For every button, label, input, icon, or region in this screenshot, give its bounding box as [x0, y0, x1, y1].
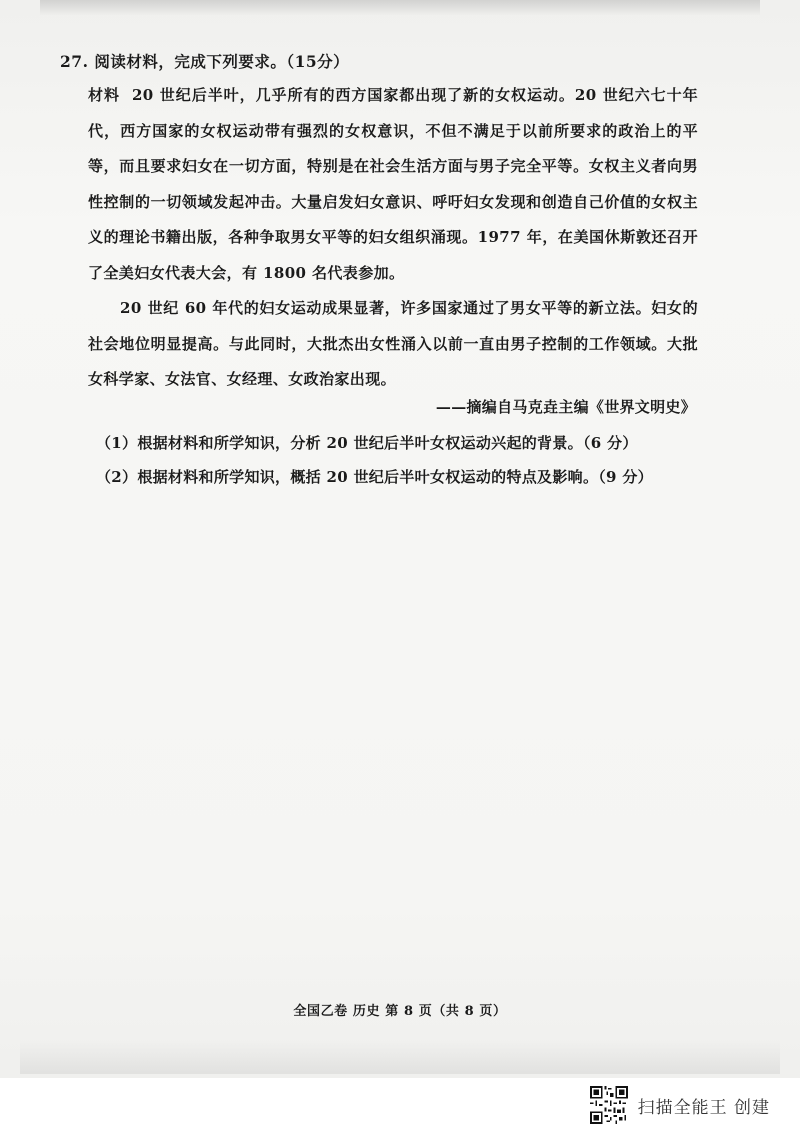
sub-question-1: （1）根据材料和所学知识，分析 20 世纪后半叶女权运动兴起的背景。（6 分）	[96, 434, 638, 452]
material-lead: 材料	[88, 86, 120, 104]
material-paragraph-2: 20 世纪 60 年代的妇女运动成果显著，许多国家通过了男女平等的新立法。妇女的社会地位明显提高。与此同时，大批杰出女性涌入以前一直由男子控制的工作领域。大批女科学家、女法官、女经理、女政治家出现。	[88, 299, 698, 388]
question-title: 27. 阅读材料，完成下列要求。（15分）	[60, 52, 350, 71]
material-source: ——摘编自马克垚主编《世界文明史》	[435, 398, 696, 416]
scanner-watermark	[590, 1086, 770, 1124]
watermark-text: 扫描全能王 创建	[637, 1097, 770, 1118]
page-footer: 全国乙卷 历史 第 8 页（共 8 页）	[293, 1004, 507, 1019]
material-block	[88, 78, 698, 398]
material-paragraph-1	[88, 78, 698, 291]
material-text-1: 20 世纪后半叶，几乎所有的西方国家都出现了新的女权运动。20 世纪六七十年代，西方国家的女权运动带有强烈的女权意识，不但不满足于以前所要求的政治上的平等，而且要求妇女在一切方面，特别是在社会生活方面与男子完全平等。女权主义者向男性控制的一切领域发起冲击。大量启发妇女意识、呼吁妇女发现和创造自己价值的女权主义的理论书籍出版，各种争取男女平等的妇女组织涌现。1977 年，在美国休斯敦还召开了全美妇女代表大会，有 1800 名代表参加。	[88, 86, 698, 282]
qr-code-icon	[590, 1086, 628, 1124]
scan-edge-shade	[20, 1040, 780, 1074]
sub-question-2: （2）根据材料和所学知识，概括 20 世纪后半叶女权运动的特点及影响。（9 分）	[96, 468, 653, 486]
scan-smudge	[40, 0, 760, 16]
